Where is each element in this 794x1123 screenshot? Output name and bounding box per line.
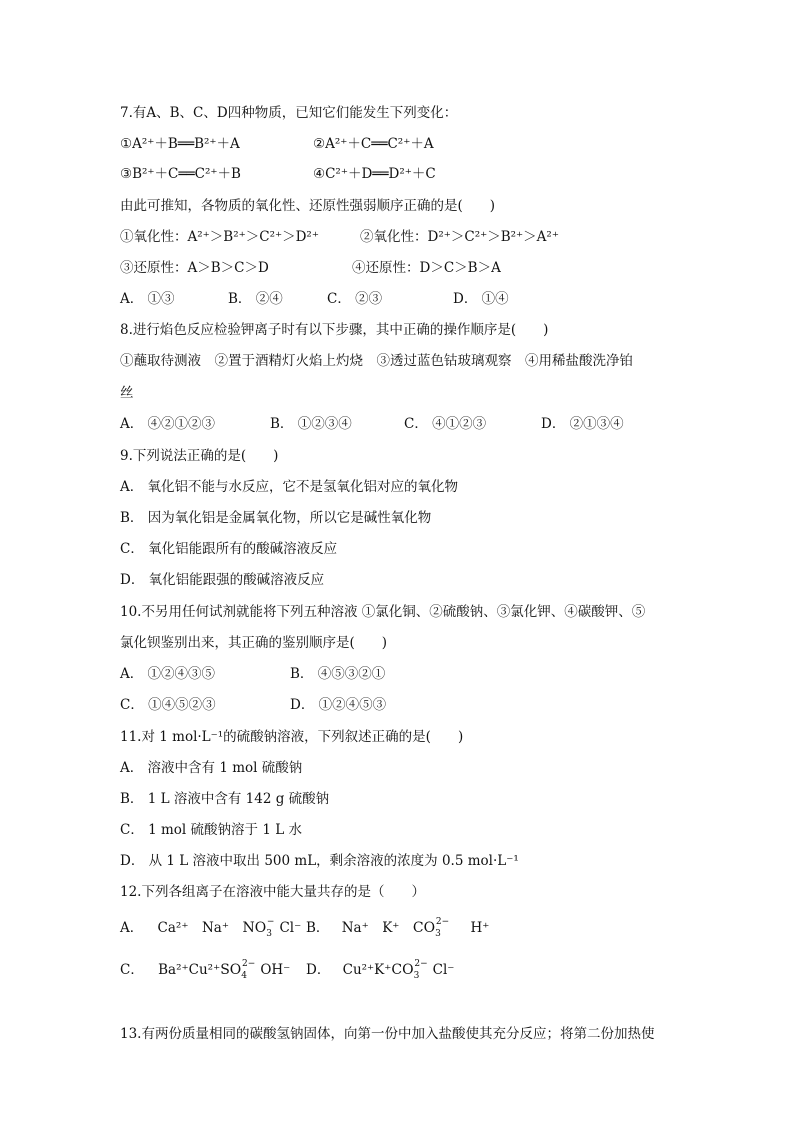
q12-stem: 12.下列各组离子在溶液中能大量共存的是（ ）	[120, 884, 425, 900]
q8-option-a: A． ④②①②③	[120, 416, 216, 432]
q9-option-d: D． 氧化铝能跟强的酸碱溶液反应	[120, 572, 325, 588]
q10-option-b: B． ④⑤③②①	[290, 666, 386, 682]
q7-option-d: D． ①④	[453, 291, 509, 307]
q11-stem: 11.对 1 mol·L⁻¹的硫酸钠溶液，下列叙述正确的是( )	[120, 729, 464, 745]
q7-reaction-2: ②A²⁺＋C══C²⁺＋A	[313, 136, 434, 152]
q11-option-d: D． 从 1 L 溶液中取出 500 mL，剩余溶液的浓度为 0.5 mol·L⁻¹	[120, 853, 519, 869]
q8-stem: 8.进行焰色反应检验钾离子时有以下步骤，其中正确的操作顺序是( )	[120, 322, 549, 338]
q12-option-b	[306, 919, 489, 939]
q12-option-d-label: D．	[306, 962, 331, 978]
q12-option-c-ions: Ba²⁺Cu²⁺	[158, 962, 221, 978]
q8-steps-line1: ①蘸取待测液 ②置于酒精灯火焰上灼烧 ③透过蓝色钴玻璃观察 ④用稀盐酸洗净铂	[120, 353, 633, 369]
q12-option-a	[120, 919, 301, 939]
q7-reaction-3: ③B²⁺＋C══C²⁺＋B	[120, 166, 241, 182]
q9-option-b: B． 因为氧化铝是金属氧化物，所以它是碱性氧化物	[120, 510, 432, 526]
carbonate-d-charge: 2−	[414, 959, 428, 969]
q9-option-c: C． 氧化铝能跟所有的酸碱溶液反应	[120, 541, 338, 557]
q12-option-b-label: B．	[306, 920, 330, 936]
q7-stem: 7.有A、B、C、D四种物质，已知它们能发生下列变化：	[120, 105, 458, 121]
q10-stem-line1: 10.不另用任何试剂就能将下列五种溶液 ①氯化铜、②硫酸钠、③氯化钾、④碳酸钾、⑤	[120, 604, 646, 620]
q10-option-a: A． ①②④③⑤	[120, 666, 216, 682]
carbonate-b-charge: 2−	[435, 917, 450, 927]
carbonate-ion-b-base: CO	[412, 920, 436, 936]
q10-option-d: D． ①②④⑤③	[290, 697, 387, 713]
nitrate-ion-base: NO	[242, 920, 267, 936]
q7-statement-3: ③还原性：A＞B＞C＞D	[120, 260, 269, 276]
q8-steps-line2: 丝	[120, 385, 134, 401]
sulfate-ion	[220, 961, 260, 981]
q12-option-c-tail: OH⁻	[260, 962, 291, 978]
q13-stem: 13.有两份质量相同的碳酸氢钠固体，向第一份中加入盐酸使其充分反应；将第二份加热使	[120, 1026, 655, 1042]
carbonate-d-subscript: 3	[413, 971, 420, 981]
q12-option-d-tail: Cl⁻	[432, 962, 455, 978]
q11-option-b: B． 1 L 溶液中含有 142 g 硫酸钠	[120, 791, 330, 807]
q12-option-c	[120, 961, 290, 981]
q12-option-a-ions: Ca²⁺ Na⁺	[157, 920, 243, 936]
q7-option-c: C． ②③	[327, 291, 383, 307]
nitrate-subscript: 3	[266, 929, 272, 939]
carbonate-ion-d	[391, 961, 432, 981]
q11-option-a: A． 溶液中含有 1 mol 硫酸钠	[120, 760, 303, 776]
q8-option-c: C． ④①②③	[404, 416, 487, 432]
q11-option-c: C． 1 mol 硫酸钠溶于 1 L 水	[120, 822, 302, 838]
q7-option-b: B． ②④	[228, 291, 283, 307]
nitrate-charge: −	[266, 917, 275, 927]
sulfate-subscript: 4	[241, 971, 248, 981]
carbonate-ion-d-base: CO	[391, 962, 414, 978]
q7-reaction-1: ①A²⁺＋B══B²⁺＋A	[120, 136, 240, 152]
nitrate-ion	[242, 919, 279, 939]
q12-option-b-tail: H⁺	[470, 920, 490, 936]
carbonate-ion-b	[413, 919, 454, 939]
q7-statement-1: ①氧化性：A²⁺＞B²⁺＞C²⁺＞D²⁺	[120, 229, 319, 245]
q12-option-c-label: C．	[120, 962, 144, 978]
q12-option-a-tail: Cl⁻	[279, 920, 302, 936]
q7-question: 由此可推知，各物质的氧化性、还原性强弱顺序正确的是( )	[120, 198, 496, 214]
q7-statement-2: ②氧化性：D²⁺＞C²⁺＞B²⁺＞A²⁺	[360, 229, 559, 245]
q7-statement-4: ④还原性：D＞C＞B＞A	[352, 260, 501, 276]
q7-reaction-4: ④C²⁺＋D══D²⁺＋C	[313, 166, 436, 182]
q12-option-b-ions: Na⁺ K⁺	[341, 920, 413, 936]
sulfate-charge: 2−	[242, 959, 256, 969]
q12-option-d	[306, 961, 454, 981]
q12-option-d-ions: Cu²⁺K⁺	[342, 962, 392, 978]
carbonate-b-subscript: 3	[435, 929, 441, 939]
q10-stem-line2: 氯化钡鉴别出来，其正确的鉴别顺序是( )	[120, 635, 388, 651]
q8-option-b: B． ①②③④	[270, 416, 352, 432]
q8-option-d: D． ②①③④	[541, 416, 624, 432]
sulfate-ion-base: SO	[220, 962, 242, 978]
q10-option-c: C． ①④⑤②③	[120, 697, 216, 713]
q9-option-a: A． 氧化铝不能与水反应，它不是氢氧化铝对应的氧化物	[120, 479, 459, 495]
q9-stem: 9.下列说法正确的是( )	[120, 448, 279, 464]
q7-option-a: A． ①③	[120, 291, 175, 307]
q12-option-a-label: A．	[120, 920, 144, 936]
